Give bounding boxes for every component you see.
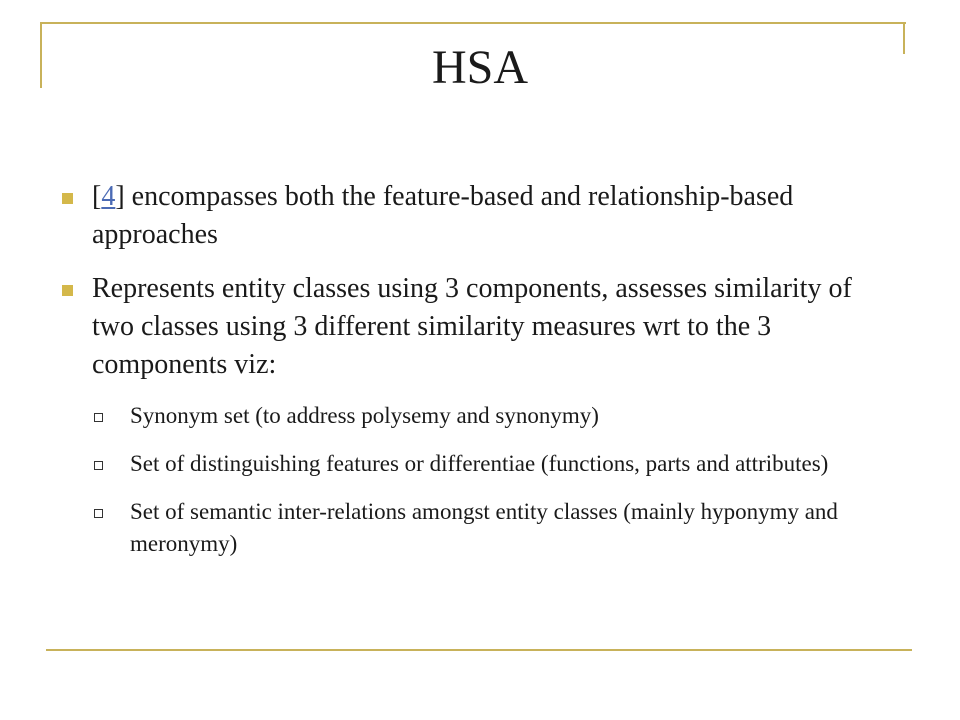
- bullet-2-text: Represents entity classes using 3 components, assesses similarity of two classes using 3 different similarity measures wrt to the 3 components viz:: [92, 273, 852, 380]
- slide-content: [62, 178, 892, 576]
- frame-top-rule: [40, 22, 906, 24]
- sub-bullet-item-3: [92, 496, 892, 560]
- bullet-1-text: ] encompasses both the feature-based and relationship-based approaches: [92, 181, 794, 250]
- square-bullet-icon: [62, 285, 73, 296]
- sub-bullet-item-1: [92, 400, 892, 432]
- sub-bullet-list: [62, 400, 892, 560]
- hollow-square-bullet-icon: [94, 413, 103, 422]
- bullet-item-2: [62, 270, 892, 384]
- frame-bottom-rule: [46, 649, 912, 651]
- sub-bullet-item-2: [92, 448, 892, 480]
- reference-link[interactable]: 4: [101, 181, 116, 212]
- square-bullet-icon: [62, 193, 73, 204]
- sub-bullet-3-text: Set of semantic inter-relations amongst entity classes (mainly hyponymy and meronymy): [130, 499, 838, 556]
- sub-bullet-2-text: Set of distinguishing features or differentiae (functions, parts and attributes): [130, 451, 829, 476]
- bullet-item-1: [62, 178, 892, 254]
- slide-title: HSA: [431, 41, 529, 94]
- bullet-1-prefix: [: [92, 181, 102, 212]
- sub-bullet-1-text: Synonym set (to address polysemy and synonymy): [130, 403, 599, 428]
- hollow-square-bullet-icon: [94, 509, 103, 518]
- hollow-square-bullet-icon: [94, 461, 103, 470]
